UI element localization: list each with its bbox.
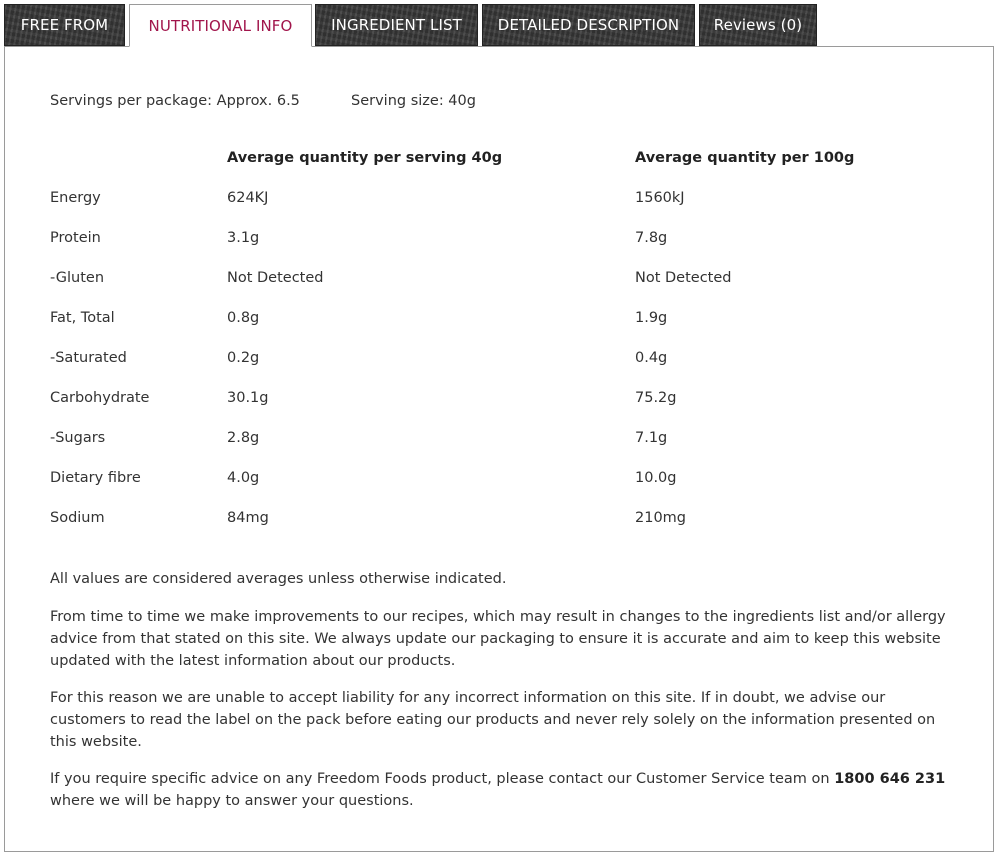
table-row (50, 190, 950, 230)
table-header-per-serving: Average quantity per serving 40g (227, 150, 503, 166)
per-100g-value: 7.8g (635, 230, 668, 246)
contact-note (50, 768, 950, 812)
per-100g-value: 75.2g (635, 390, 677, 406)
nutrient-name: -Saturated (50, 350, 127, 366)
table-row (50, 430, 950, 470)
customer-service-phone: 1800 646 231 (834, 771, 946, 787)
tab-free-from[interactable]: FREE FROM (4, 4, 125, 46)
table-row (50, 390, 950, 430)
table-row (50, 310, 950, 350)
contact-note-text: If you require specific advice on any Freedom Foods product, please contact our Customer Service team on (50, 771, 835, 787)
nutrient-name: -Sugars (50, 430, 106, 446)
tab-ingredient-list[interactable]: INGREDIENT LIST (315, 4, 478, 46)
per-serving-value: 84mg (227, 510, 269, 526)
per-100g-value: 7.1g (635, 430, 668, 446)
per-100g-value: 1.9g (635, 310, 668, 326)
table-row (50, 350, 950, 390)
table-header-row (50, 150, 950, 190)
serving-size: Serving size: 40g (351, 93, 476, 109)
nutrition-table (50, 150, 950, 550)
recipe-changes-note: From time to time we make improvements to our recipes, which may result in changes to the ingredients list and/or allergy advice from that stated on this site. We always update our packaging to ensure it is accurate and aim to keep this website updated with the latest information about our products. (50, 609, 946, 669)
servings-per-package: Servings per package: Approx. 6.5 (50, 93, 300, 109)
per-100g-value: 210mg (635, 510, 687, 526)
per-serving-value: Not Detected (227, 270, 324, 286)
per-serving-value: 0.2g (227, 350, 260, 366)
per-serving-value: 3.1g (227, 230, 260, 246)
per-serving-value: 0.8g (227, 310, 260, 326)
nutrient-name: Dietary fibre (50, 470, 141, 486)
nutrient-name: Energy (50, 190, 101, 206)
nutrient-name: -Gluten (50, 270, 105, 286)
per-serving-value: 4.0g (227, 470, 260, 486)
tab-nutritional-info[interactable]: NUTRITIONAL INFO (129, 4, 312, 47)
per-serving-value: 624KJ (227, 190, 269, 206)
per-100g-value: 1560kJ (635, 190, 685, 206)
nutrient-name: Sodium (50, 510, 105, 526)
table-row (50, 470, 950, 510)
table-header-per-100g: Average quantity per 100g (635, 150, 855, 166)
tab-reviews[interactable]: Reviews (0) (699, 4, 817, 46)
nutrient-name: Carbohydrate (50, 390, 150, 406)
nutrient-name: Protein (50, 230, 101, 246)
per-serving-value: 2.8g (227, 430, 260, 446)
per-100g-value: 0.4g (635, 350, 668, 366)
averages-note: All values are considered averages unless otherwise indicated. (50, 571, 507, 587)
table-row (50, 270, 950, 310)
liability-note: For this reason we are unable to accept liability for any incorrect information on this site. If in doubt, we advise our customers to read the label on the pack before eating our products and never rely solely on the information presented on this website. (50, 690, 936, 750)
table-row (50, 510, 950, 550)
table-row (50, 230, 950, 270)
per-100g-value: Not Detected (635, 270, 732, 286)
contact-note-tail: where we will be happy to answer your questions. (50, 793, 414, 809)
tab-detailed-description[interactable]: DETAILED DESCRIPTION (482, 4, 695, 46)
disclaimer-notes (50, 568, 950, 827)
nutrient-name: Fat, Total (50, 310, 115, 326)
per-100g-value: 10.0g (635, 470, 677, 486)
per-serving-value: 30.1g (227, 390, 269, 406)
